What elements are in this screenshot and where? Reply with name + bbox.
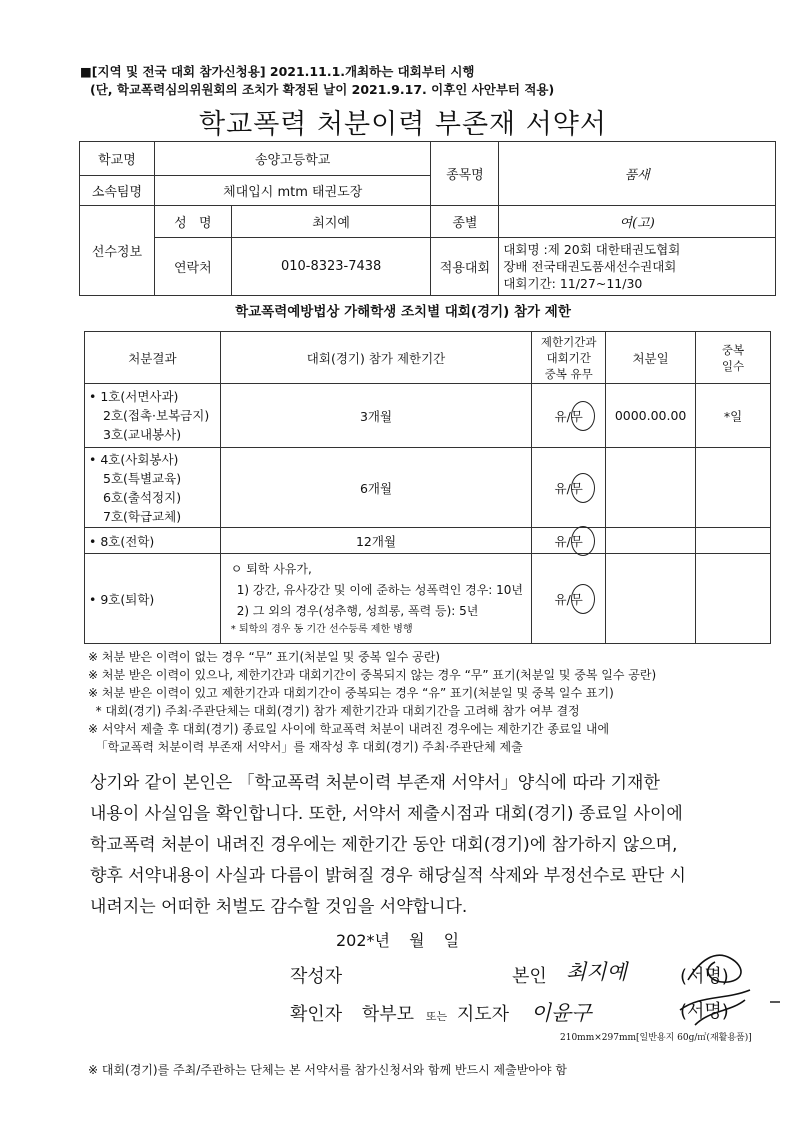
- team-value: 체대입시 mtm 태권도장: [154, 176, 431, 206]
- name-value: 최지예: [231, 206, 431, 238]
- period-line: 1) 강간, 유사강간 및 이에 준하는 성폭력인 경우: 10년: [236, 583, 524, 597]
- result-cell: [85, 384, 221, 448]
- date-cell: [606, 528, 696, 554]
- yn-cell: [532, 384, 606, 448]
- meet-value: [499, 238, 776, 296]
- gender-label: 종별: [431, 206, 499, 238]
- event-label: 종목명: [431, 142, 499, 206]
- date-cell: [606, 554, 696, 644]
- period-line: 2) 그 외의 경우(성추행, 성희롱, 폭력 등): 5년: [236, 604, 479, 618]
- pledge-line: 향후 서약내용이 사실과 다름이 밝혀질 경우 해당실적 삭제와 부정선수로 판단 시: [90, 866, 686, 886]
- name-label: 성 명: [154, 206, 231, 238]
- yn-value: 유/무: [554, 591, 583, 607]
- sign-placeholder-2: (서명): [680, 1001, 729, 1022]
- note-line: ※ 처분 받은 이력이 있고 제한기간과 대회기간이 중복되는 경우 “유” 표기(처분일 및 중복 일수 표기): [88, 686, 614, 700]
- period-line: ㅇ 퇴학 사유가,: [230, 562, 312, 576]
- period-cell: 6개월: [220, 448, 531, 528]
- document-title: 학교폭력 처분이력 부존재 서약서: [199, 109, 607, 140]
- result-line: 5호(특별교육): [103, 470, 182, 486]
- table-row: [85, 528, 771, 554]
- parent-label: 학부모: [361, 1004, 415, 1025]
- event-value: 품새: [499, 142, 776, 206]
- pledge-line: 상기와 같이 본인은 「학교폭력 처분이력 부존재 서약서」양식에 따라 기재한: [90, 773, 660, 793]
- writer-label: 작성자: [290, 966, 343, 987]
- period-cell: [220, 554, 531, 644]
- circle-mark: [571, 584, 595, 614]
- confirm-row: [290, 997, 729, 1027]
- phone-value: 010-8323-7438: [231, 238, 431, 296]
- header-line-2: (단, 학교폭력심의위원회의 조치가 확정된 날이 2021.9.17. 이후인 사안부터 적용): [90, 82, 555, 97]
- col-dup-3: 중복 유무: [544, 366, 593, 381]
- period-cell: 12개월: [220, 528, 531, 554]
- note-line: ※ 처분 받은 이력이 없는 경우 “무” 표기(처분일 및 중복 일수 공란): [88, 650, 441, 664]
- date-cell: 0000.00.00: [606, 384, 696, 448]
- col-result: 처분결과: [85, 332, 221, 384]
- days-cell: [696, 448, 771, 528]
- self-signature: 최지예: [566, 960, 627, 984]
- note-line: * 대회(경기) 주최·주관단체는 대회(경기) 참가 제한기간과 대회기간을 고려해 참가 여부 결정: [88, 704, 580, 718]
- result-line: 7호(학급교체): [103, 508, 182, 524]
- result-line: 2호(접촉·보복금지): [103, 408, 210, 423]
- col-dup-1: 제한기간과: [540, 334, 597, 349]
- or-label: 또는: [425, 1010, 448, 1023]
- meet-line-3: 대회기간: 11/27~11/30: [503, 276, 643, 291]
- result-line: 3호(교내봉사): [103, 427, 182, 442]
- phone-label: 연락처: [154, 238, 231, 296]
- pledge-line: 내용이 사실임을 확인합니다. 또한, 서약서 제출시점과 대회(경기) 종료일 사이에: [90, 804, 683, 824]
- sign-placeholder-1: (서명): [680, 966, 729, 987]
- days-cell: [696, 554, 771, 644]
- period-note: * 퇴학의 경우 동 기간 선수등록 제한 병행: [230, 624, 413, 635]
- date-cell: [606, 448, 696, 528]
- pledge-line: 학교폭력 처분이 내려진 경우에는 제한기간 동안 대회(경기)에 참가하지 않으며,: [90, 835, 678, 855]
- team-label: 소속팀명: [80, 176, 155, 206]
- notes: [88, 648, 656, 756]
- circle-mark: [571, 526, 595, 556]
- restriction-table: [84, 331, 771, 644]
- result-cell: • 8호(전학): [85, 528, 221, 554]
- meet-line-2: 장배 전국태권도품새선수권대회: [503, 259, 677, 274]
- info-table: [79, 141, 776, 296]
- col-period: 대회(경기) 참가 제한기간: [220, 332, 531, 384]
- restriction-subtitle: 학교폭력예방법상 가해학생 조치별 대회(경기) 참가 제한: [235, 304, 571, 320]
- player-label: 선수정보: [80, 206, 155, 296]
- handwritten-signature-mark: [670, 940, 780, 1035]
- paper-size: 210mm×297mm[일반용지 60g/㎡(재활용품)]: [560, 1033, 752, 1043]
- result-line: • 1호(서면사과): [89, 389, 179, 404]
- gender-value: 여(고): [499, 206, 776, 238]
- col-days: [696, 332, 771, 384]
- coach-label: 지도자: [456, 1004, 509, 1025]
- yn-value: 유/무: [554, 480, 583, 496]
- circle-mark: [571, 473, 595, 503]
- yn-cell: [532, 554, 606, 644]
- note-line: 「학교폭력 처분이력 부존재 서약서」를 재작성 후 대회(경기) 주최·주관단체 제출: [88, 740, 523, 754]
- writer-row: [290, 960, 729, 988]
- footer-note: ※ 대회(경기)를 주최/주관하는 단체는 본 서약서를 참가신청서와 함께 반드시 제출받아야 함: [88, 1063, 567, 1077]
- school-label: 학교명: [80, 142, 155, 176]
- table-row: [85, 554, 771, 644]
- col-dup: [532, 332, 606, 384]
- yn-value: 유/무: [554, 533, 583, 549]
- table-row: [85, 448, 771, 528]
- result-cell: • 9호(퇴학): [85, 554, 221, 644]
- col-dup-2: 대회기간: [546, 350, 591, 365]
- meet-line-1: 대회명 :제 20회 대한태권도협회: [503, 242, 681, 257]
- result-line: 6호(출석정지): [103, 489, 182, 505]
- period-cell: 3개월: [220, 384, 531, 448]
- col-date: 처분일: [606, 332, 696, 384]
- result-line: • 4호(사회봉사): [89, 451, 179, 467]
- note-line: ※ 처분 받은 이력이 있으나, 제한기간과 대회기간이 중복되지 않는 경우 “무” 표기(처분일 및 중복 일수 공란): [88, 668, 657, 682]
- yn-cell: [532, 448, 606, 528]
- yn-cell: [532, 528, 606, 554]
- col-days-2: 일수: [721, 358, 745, 373]
- col-days-1: 중복: [721, 342, 745, 357]
- days-cell: [696, 528, 771, 554]
- pledge-line: 내려지는 어떠한 처벌도 감수할 것임을 서약합니다.: [90, 897, 468, 917]
- result-cell: [85, 448, 221, 528]
- pledge-paragraph: [90, 768, 750, 923]
- table-row: [85, 384, 771, 448]
- self-label: 본인: [512, 966, 547, 987]
- sign-date: 202*년 월 일: [336, 931, 460, 950]
- school-value: 송양고등학교: [154, 142, 431, 176]
- confirm-label: 확인자: [290, 1004, 343, 1025]
- days-cell: *일: [696, 384, 771, 448]
- yn-value: 유/무: [554, 408, 583, 424]
- meet-label: 적용대회: [431, 238, 499, 296]
- header-line-1: ■[지역 및 전국 대회 참가신청용] 2021.11.1.개최하는 대회부터 시행: [80, 64, 475, 79]
- note-line: ※ 서약서 제출 후 대회(경기) 종료일 사이에 학교폭력 처분이 내려진 경우에는 제한기간 종료일 내에: [88, 722, 610, 736]
- circle-mark: [571, 401, 595, 431]
- coach-signature: 이윤구: [530, 1001, 592, 1025]
